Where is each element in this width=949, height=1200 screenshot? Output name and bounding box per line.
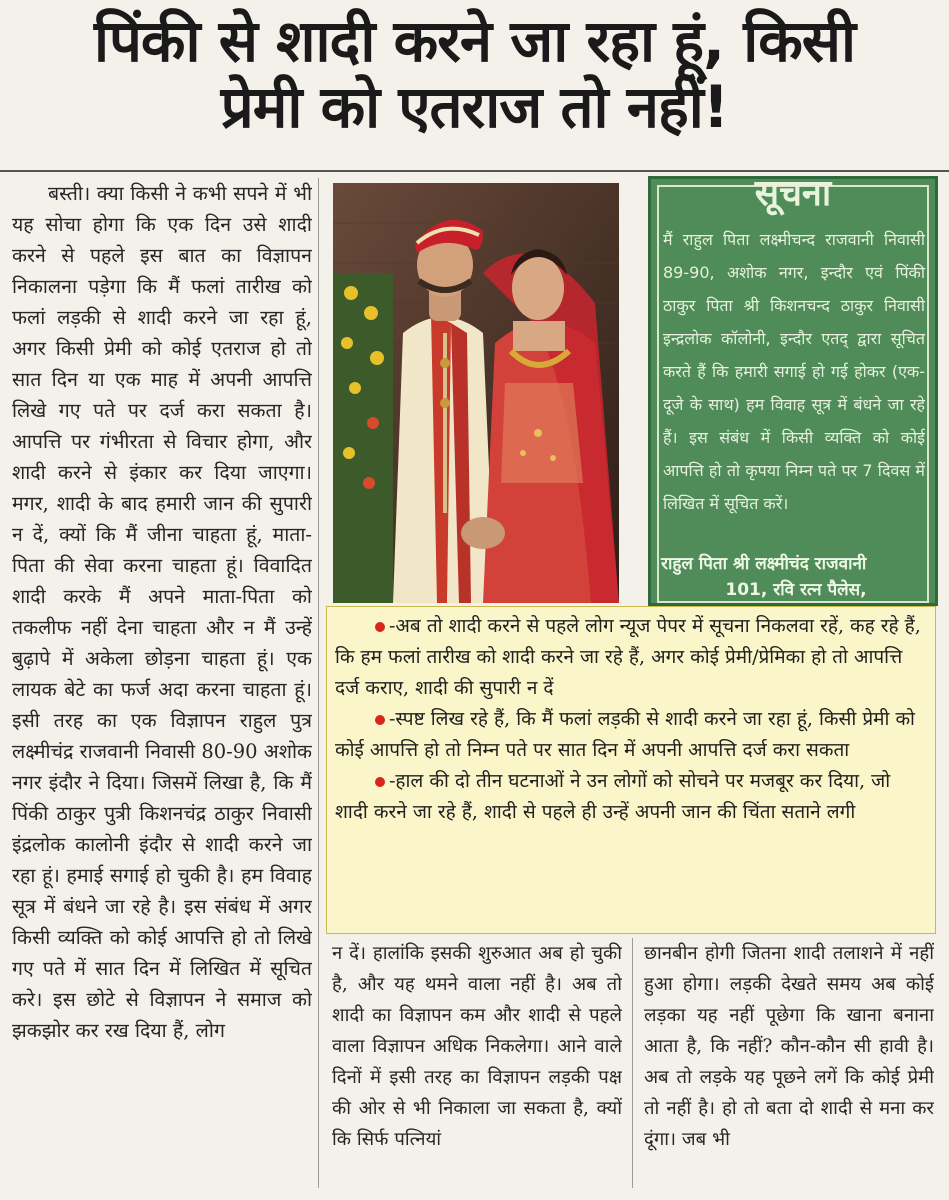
notice-signature-address: 101, रवि रत्न पैलेस, [725,580,867,600]
middle-column [332,938,622,1188]
headline [0,8,949,140]
notice-title: सूचना [754,176,832,214]
column-divider [318,178,319,1188]
left-column [12,178,312,1188]
wedding-couple-illustration [333,183,619,603]
right-column [644,938,934,1188]
right-column-text: छानबीन होगी जितना शादी तलाशने में नहीं हुआ होगा। लड़की देखते समय अब कोई लड़का यह नहीं पूछेगा कि खाना बनाना आता है, कि नहीं? कौन-कौन सी हावी है। अब तो लड़के यह पूछने लगें कि कोई प्रेमी तो नहीं है। हो तो बता दो शादी से मना कर दूंगा। जब भी [644,943,934,1150]
left-column-text: बस्ती। क्या किसी ने कभी सपने में भी यह सोचा होगा कि एक दिन उसे शादी करने से पहले इस बात का विज्ञापन निकालना पड़ेगा कि मैं फलां तारीख को फलां लड़की से शादी करने जा रहा हूं, अगर किसी प्रेमी को कोई एतराज हो तो सात दिन या एक माह में अपनी आपत्ति लिखे गए पते पर दर्ज करा सकता है। आपत्ति पर गंभीरता से विचार होगा, और शादी करने से इंकार कर दिया जाएगा। मगर, शादी के बाद हमारी जान की सुपारी न दें, क्यों कि मैं जीना चाहता हूं, माता-पिता की सेवा करना चाहता हूं। विवादित शादी करके मैं अपने माता-पिता को तकलीफ नहीं देना चाहता और न मैं उन्हें बुढ़ापे में अकेला छोड़ना चाहता हूं। एक लायक बेटे का फर्ज अदा करना चाहता हूं।इसी तरह का एक विज्ञापन राहुल पुत्र लक्ष्मीचंद्र राजवानी निवासी 80-90 अशोक नगर इंदौर ने दिया। जिसमें लिखा है, कि मैं पिंकी ठाकुर पुत्री किशनचंद्र ठाकुर निवासी इंद्रलोक कालोनी इंदौर से शादी करने जा रहा हूं। हमाई सगाई हो चुकी है। हम विवाह सूत्र में बंधने जा रहे है। इस संबंध में अगर किसी व्यक्ति को कोई आपत्ति हो तो लिखे गए पते में सात दिन में लिखित में सूचित करे। इस छोटे से विज्ञापन ने समाज को झकझोर कर रख दिया हैं, लोग [12,182,312,1042]
notice-signature-name: राहुल पिता श्री लक्ष्मीचंद राजवानी [661,554,867,574]
column-divider-2 [632,938,633,1188]
highlight-box [326,606,936,934]
notice-body: मैं राहुल पिता लक्ष्मीचन्द राजवानी निवासी 89-90, अशोक नगर, इन्दौर एवं पिंकी ठाकुर पिता श्री किशनचन्द ठाकुर निवासी इन्द्रलोक कॉलोनी, इन्दौर एतद् द्वारा सूचित करते हैं कि हमारी सगाई हो गई होकर (एक-दूजे के साथ) हम विवाह सूत्र में बंधने जा रहे हैं। इस संबंध में किसी व्यक्ति को कोई आपत्ति हो तो कृपया निम्न पते पर 7 दिवस में लिखित में सूचित करें। [663,230,925,513]
headline-line-1: पिंकी से शादी करने जा रहा हूं, किसी [93,7,856,75]
bullet-icon [375,622,385,632]
wedding-couple-photo [333,183,619,603]
middle-column-text: न दें। हालांकि इसकी शुरुआत अब हो चुकी है, और यह थमने वाला नहीं है। अब तो शादी का विज्ञापन कम और शादी से पहले वाला विज्ञापन अधिक निकलेगा। आने वाले दिनों में इसी तरह का विज्ञापन लड़की पक्ष की ओर से भी निकाला जा सकता है, क्यों कि सिर्फ पत्नियां [332,943,622,1150]
headline-line-2: प्रेमी को एतराज तो नहीं! [220,73,729,141]
highlight-text-1: -अब तो शादी करने से पहले लोग न्यूज पेपर में सूचना निकलवा रहें, कह रहे हैं, कि हम फलां तारीख को शादी करने जा रहे हैं, अगर कोई प्रेमी/प्रेमिका हो तो आपत्ति दर्ज कराए, शादी की सुपारी न दें [335,615,921,699]
highlight-text-3: -हाल की दो तीन घटनाओं ने उन लोगों को सोचने पर मजबूर कर दिया, जो शादी करने जा रहे हैं, शादी से पहले ही उन्हें अपनी जान की चिंता सताने लगी [335,770,891,823]
top-rule [0,170,949,172]
highlight-item-3 [335,766,925,828]
bullet-icon [375,777,385,787]
notice-clipping [648,176,938,606]
highlight-item-1 [335,611,925,704]
notice-signature [661,551,931,603]
highlight-item-2 [335,704,925,766]
highlight-text-2: -स्पष्ट लिख रहे हैं, कि मैं फलां लड़की से शादी करने जा रहा हूं, किसी प्रेमी को कोई आपत्ति हो तो निम्न पते पर सात दिन में अपनी आपत्ति दर्ज करा सकता [335,708,915,761]
bullet-icon [375,715,385,725]
